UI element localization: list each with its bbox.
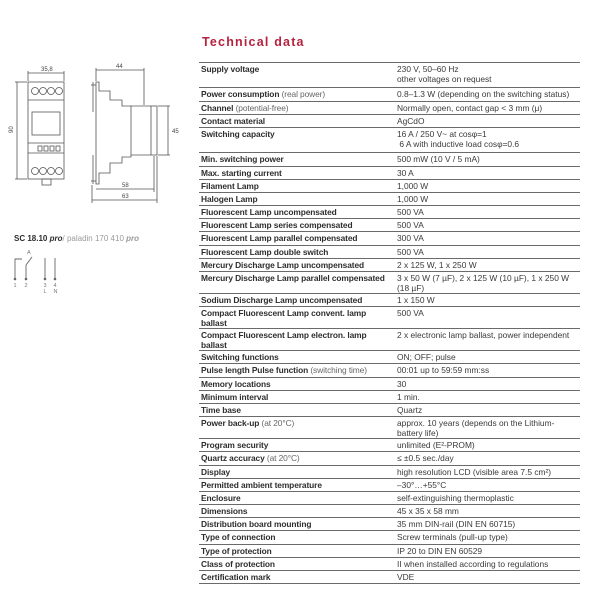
spec-label: Enclosure [201,492,241,503]
spec-value-cell [391,452,580,465]
dim-depth-outer: 63 [122,194,129,200]
spec-value-cell [391,403,580,416]
spec-label: Distribution board mounting [201,519,312,530]
spec-label-cell [199,439,391,452]
spec-label: Supply voltage [201,64,260,74]
dim-depth-inner: 58 [122,183,129,189]
spec-label: Max. starting current [201,167,282,178]
spec-label: Type of protection [201,545,272,556]
spec-label-cell [199,377,391,390]
spec-value: high resolution LCD (visible area 7.5 cm²) [397,466,552,477]
spec-value-line2: 6 A with inductive load cosφ=0.6 [397,138,520,149]
terminal-3-sub: L [43,289,47,294]
spec-value: 0.8–1.3 W (depending on the switching status) [397,89,570,100]
dim-width: 35,8 [41,67,53,73]
spec-label: Mercury Discharge Lamp parallel compensated [201,273,385,284]
spec-label: Fluorescent Lamp parallel compensated [201,233,358,244]
spec-value-cell [391,557,580,570]
spec-label-cell [199,505,391,518]
front-view-body [28,82,64,179]
spec-value-cell [391,179,580,192]
spec-label-cell [199,518,391,531]
spec-row [199,452,580,465]
spec-value-cell [391,63,580,88]
spec-value: 500 mW (10 V / 5 mA) [397,154,480,165]
spec-label-note: (at 20°C) [261,418,295,429]
spec-value: approx. 10 years (depends on the Lithium-battery life) [397,418,555,439]
spec-label-note: (real power) [281,89,326,100]
spec-label-cell [199,417,391,439]
spec-row [199,439,580,452]
spec-row [199,219,580,232]
spec-value-cell [391,219,580,232]
spec-label: Fluorescent Lamp double switch [201,246,329,257]
spec-value: –30°…+55°C [397,479,447,490]
spec-value-cell [391,206,580,219]
spec-label: Fluorescent Lamp series compensated [201,220,353,231]
spec-value-cell [391,478,580,491]
terminal-2: 2 [24,283,28,289]
spec-label-cell [199,101,391,114]
dim-height: 90 [9,126,15,133]
model-primary: SC 18.10 [14,234,48,243]
spec-label: Dimensions [201,506,248,517]
spec-label-cell [199,557,391,570]
spec-label-cell [199,232,391,245]
spec-row [199,544,580,557]
spec-row [199,88,580,101]
spec-value-cell [391,232,580,245]
terminal-1: 1 [13,283,17,289]
spec-label: Pulse length Pulse function [201,365,309,376]
spec-label-note: (potential-free) [235,102,289,113]
spec-label-cell [199,491,391,504]
model-primary-suffix: pro [49,234,63,243]
spec-value-cell [391,571,580,584]
contact-label: A [27,250,31,256]
spec-value-cell [391,127,580,152]
spec-value: 500 VA [397,207,424,218]
model-alt: paladin 170 410 [66,234,124,243]
front-view-buttons [38,146,60,151]
spec-value-cell [391,258,580,271]
spec-value: 500 VA [397,220,424,231]
spec-value: 1,000 W [397,193,429,204]
spec-value-cell [391,88,580,101]
spec-label-cell [199,153,391,166]
spec-value-cell [391,531,580,544]
spec-label-cell [199,245,391,258]
spec-label: Mercury Discharge Lamp uncompensated [201,259,365,270]
side-view-body [96,82,131,184]
model-name [14,234,139,243]
spec-row [199,245,580,258]
spec-row [199,114,580,127]
spec-label-cell [199,179,391,192]
spec-label: Switching capacity [201,128,275,139]
spec-row [199,351,580,364]
spec-value-cell [391,272,580,294]
spec-label-cell [199,127,391,152]
spec-row [199,377,580,390]
spec-value-cell [391,114,580,127]
spec-label: Compact Fluorescent Lamp convent. lamp ballast [201,308,367,329]
spec-row [199,153,580,166]
spec-row [199,505,580,518]
spec-value: 45 x 35 x 58 mm [397,506,459,517]
spec-value: 1 x 150 W [397,295,435,306]
spec-value: Screw terminals (pull-up type) [397,532,508,543]
spec-value: 230 V, 50–60 Hz [397,64,459,74]
spec-value-cell [391,544,580,557]
spec-label: Program security [201,440,269,451]
spec-label-cell [199,465,391,478]
spec-value: 2 x electronic lamp ballast, power independent [397,330,570,341]
spec-value-cell [391,166,580,179]
spec-label-cell [199,307,391,329]
spec-label-cell [199,258,391,271]
spec-value: 30 [397,378,407,389]
spec-label-cell [199,63,391,88]
spec-label-cell [199,403,391,416]
spec-value-cell [391,351,580,364]
spec-label: Permitted ambient temperature [201,479,322,490]
spec-value-cell [391,153,580,166]
spec-row [199,101,580,114]
spec-value: 30 A [397,167,414,178]
spec-label-cell [199,452,391,465]
spec-value-cell [391,364,580,377]
spec-row [199,531,580,544]
front-view-lcd [32,112,60,135]
spec-value: 1 min. [397,391,420,402]
terminal-4-sub: N [53,289,58,294]
spec-value-cell [391,491,580,504]
spec-row [199,206,580,219]
spec-row [199,258,580,271]
spec-row [199,63,580,88]
spec-label: Switching functions [201,352,279,363]
spec-value: AgCdO [397,115,425,126]
spec-row [199,166,580,179]
spec-label-note: (at 20°C) [266,453,300,464]
spec-value-cell [391,505,580,518]
spec-label: Halogen Lamp [201,193,258,204]
spec-row [199,329,580,351]
spec-label-cell [199,478,391,491]
spec-label-cell [199,192,391,205]
spec-label-cell [199,351,391,364]
spec-row [199,127,580,152]
spec-value: 00:01 up to 59:59 mm:ss [397,365,490,376]
spec-value-cell [391,245,580,258]
spec-label-cell [199,390,391,403]
spec-value-cell [391,417,580,439]
spec-row [199,179,580,192]
spec-value: II when installed according to regulations [397,558,549,569]
spec-label: Min. switching power [201,154,284,165]
spec-value-cell [391,465,580,478]
spec-row [199,465,580,478]
section-title: Technical data [202,35,305,49]
spec-label-note: (switching time) [310,365,367,376]
spec-label: Type of connection [201,532,276,543]
dim-side-top: 44 [116,64,123,70]
spec-label: Certification mark [201,572,271,583]
terminal-4: 4 [53,283,57,289]
spec-value: IP 20 to DIN EN 60529 [397,545,483,556]
spec-row [199,491,580,504]
spec-value: 500 VA [397,246,424,257]
spec-value-line2: other voltages on request [397,74,492,84]
spec-row [199,192,580,205]
spec-row [199,390,580,403]
spec-label: Power consumption [201,89,280,100]
spec-label-cell [199,114,391,127]
spec-row [199,417,580,439]
spec-row [199,294,580,307]
spec-value: self-extinguishing thermoplastic [397,492,514,503]
spec-label-cell [199,571,391,584]
spec-value: 2 x 125 W, 1 x 250 W [397,259,477,270]
spec-label-cell [199,219,391,232]
spec-row [199,478,580,491]
spec-row [199,364,580,377]
spec-value-cell [391,329,580,351]
spec-value: 300 VA [397,233,424,244]
technical-data-table [199,62,580,584]
spec-label-cell [199,88,391,101]
spec-label: Filament Lamp [201,180,259,191]
spec-label-cell [199,272,391,294]
spec-value: Normally open, contact gap < 3 mm (μ) [397,102,543,113]
spec-row [199,571,580,584]
spec-value: 500 VA [397,308,424,319]
spec-label-cell [199,206,391,219]
dim-side-right: 45 [172,129,179,135]
spec-value: unlimited (E²-PROM) [397,440,475,451]
wiring-diagram [8,248,68,294]
spec-label: Display [201,466,231,477]
spec-label-cell [199,531,391,544]
spec-value-cell [391,101,580,114]
spec-label: Minimum interval [201,391,269,402]
spec-label: Power back-up [201,418,260,429]
spec-value-cell [391,390,580,403]
spec-label-cell [199,544,391,557]
spec-value: 35 mm DIN-rail (DIN EN 60715) [397,519,516,530]
dimension-drawing [0,55,190,205]
spec-row [199,272,580,294]
spec-label-cell [199,294,391,307]
spec-value-cell [391,518,580,531]
spec-row [199,518,580,531]
spec-value-cell [391,307,580,329]
spec-label-cell [199,364,391,377]
spec-value: 3 x 50 W (7 µF), 2 x 125 W (10 µF), 1 x 250 W (18 µF) [397,273,570,294]
spec-value-cell [391,294,580,307]
spec-row [199,557,580,570]
spec-value: ON; OFF; pulse [397,352,456,363]
model-alt-suffix: pro [126,234,140,243]
spec-label-cell [199,329,391,351]
spec-label: Fluorescent Lamp uncompensated [201,207,337,218]
front-view-terminals-bottom [32,168,63,175]
spec-label: Quartz accuracy [201,453,265,464]
spec-row [199,232,580,245]
spec-label: Sodium Discharge Lamp uncompensated [201,295,363,306]
spec-label: Channel [201,102,234,113]
spec-label: Compact Fluorescent Lamp electron. lamp ballast [201,330,367,351]
spec-label: Class of protection [201,558,275,569]
spec-value-cell [391,192,580,205]
spec-value: ≤ ±0.5 sec./day [397,453,454,464]
spec-row [199,307,580,329]
spec-label: Contact material [201,115,266,126]
spec-value-cell [391,377,580,390]
spec-value: VDE [397,572,415,583]
spec-value: 1,000 W [397,180,429,191]
spec-row [199,403,580,416]
spec-label: Time base [201,404,241,415]
terminal-3: 3 [43,283,47,289]
spec-value: 16 A / 250 V~ at cosφ=1 [397,128,487,139]
model-separator: / [62,234,65,243]
spec-value: Quartz [397,404,423,415]
spec-label-cell [199,166,391,179]
spec-label: Memory locations [201,378,271,389]
front-view-terminals-top [32,88,63,95]
spec-value-cell [391,439,580,452]
